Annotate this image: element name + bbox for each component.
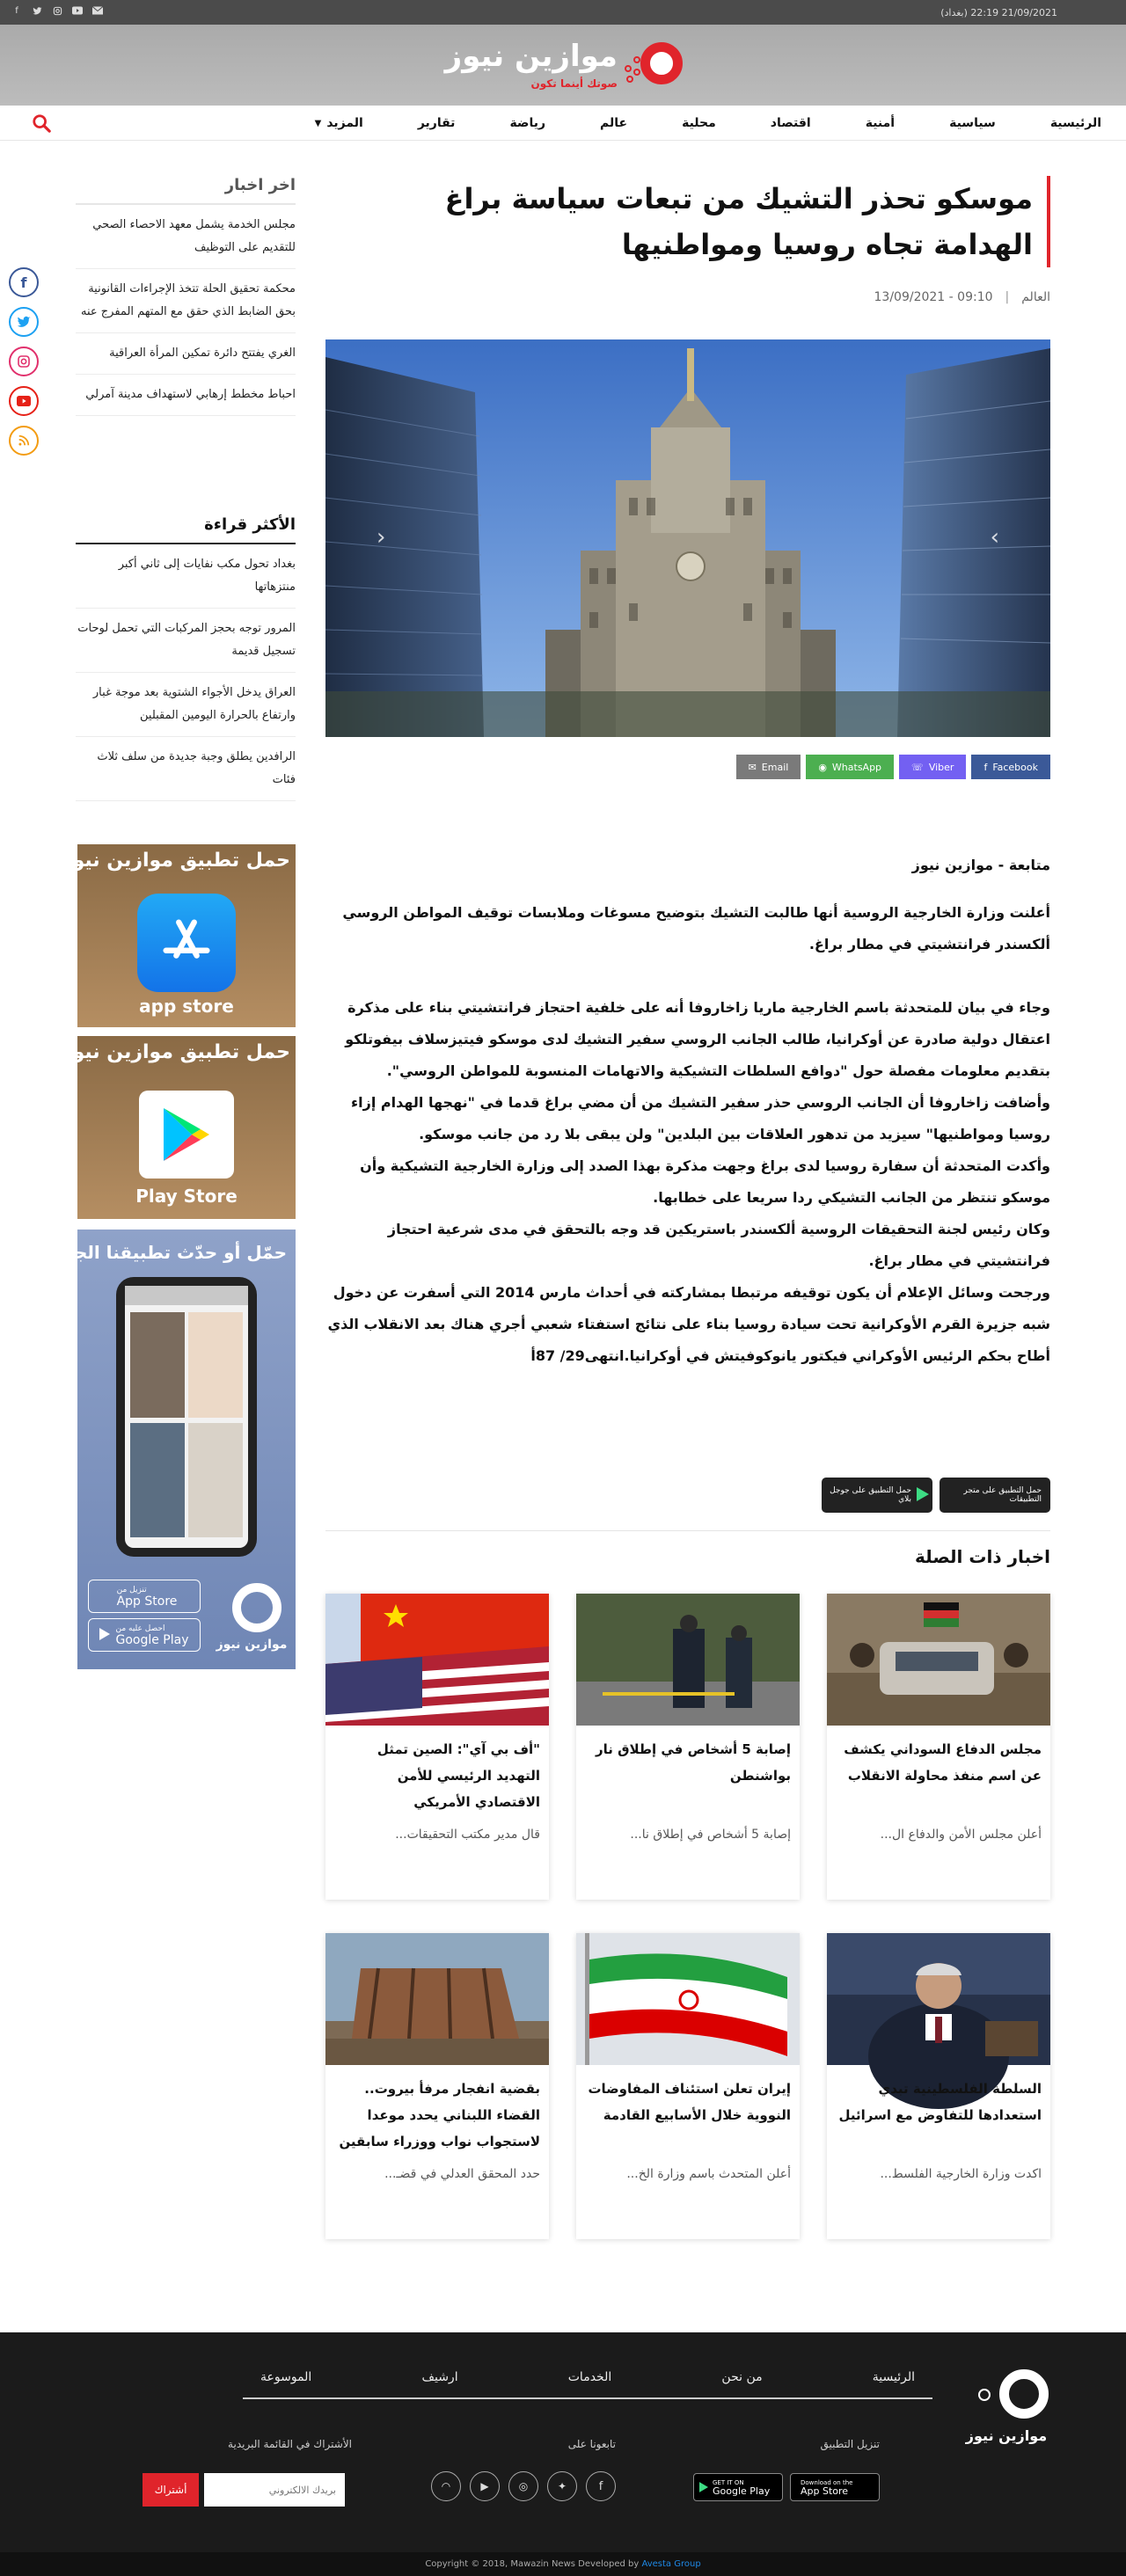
nav-more-dropdown[interactable] [315,116,363,130]
footer-logo[interactable] [962,2369,1050,2466]
related-card-snippet: إصابة 5 أشخاص في إطلاق نا... [630,1828,791,1842]
play-icon [917,1487,929,1504]
article-source: متابعة - موازين نيوز [911,857,1050,873]
latest-news-item[interactable]: الغري يفتتح دائرة تمكين المرأة العراقية [76,333,296,375]
most-read-item[interactable]: الرافدين يطلق وجبة جديدة من سلف ثلاث فئات [76,737,296,801]
badge-apple-label: App Store [801,2485,849,2497]
google-play-button[interactable] [822,1478,932,1513]
footer-nav-about[interactable]: من نحن [721,2370,763,2384]
top-bar [0,0,1126,25]
promo3-google-sub: احصل عليه من [115,1624,165,1633]
footer-nav [243,2368,932,2399]
subscribe-email-input[interactable] [204,2473,345,2507]
most-read-item[interactable]: العراق يدخل الأجواء الشتوية بعد موجة غبار وارتفاع بالحرارة اليومين المقبلين [76,673,296,737]
promo3-app-store-button[interactable] [88,1580,201,1613]
nav-item-politics[interactable]: سياسية [949,116,996,130]
related-card-title: مجلس الدفاع السوداني يكشف عن اسم منفذ محاولة الانقلاب [844,1741,1042,1784]
promo3-google-play-button[interactable] [88,1618,201,1652]
youtube-icon[interactable]: ▶ [470,2471,500,2501]
related-card-image [325,1594,549,1726]
most-read-item[interactable]: بغداد تحول مكب نفايات إلى ثاني أكبر منتزهاتها [76,544,296,609]
promo-title: حمّل أو حدّث تطبيقنا الجديد [48,1242,287,1263]
promo3-app-store-label: App Store [116,1594,178,1609]
site-header [0,25,1126,106]
share-email-button[interactable] [736,755,801,779]
latest-news-item[interactable]: احباط مخطط إرهابي لاستهداف مدينة آمرلي [76,375,296,416]
caret-down-icon: ▼ [314,118,322,128]
facebook-icon: f [983,761,988,773]
article-time: 09:10 - 13/09/2021 [874,290,993,304]
promo3-app-store-sub: تنزيل من [116,1586,147,1594]
email-icon[interactable] [91,4,104,17]
footer-nav-archive[interactable]: ارشيف [421,2370,458,2384]
floating-social-bar [9,267,39,456]
nav-item-economy[interactable]: اقتصاد [770,116,811,130]
nav-item-security[interactable]: أمنية [865,116,896,130]
copyright-bar [0,2552,1126,2576]
promo3-logo-text: موازين نيوز [216,1638,288,1652]
youtube-icon[interactable] [71,4,84,17]
promo-title: حمل تطبيق موازين نيوز [61,850,290,872]
badge-google-sub: GET IT ON [713,2479,744,2486]
nav-item-local[interactable]: محلية [682,116,716,130]
footer-download-label: تنزيل التطبيق [820,2438,880,2450]
nav-item-sports[interactable]: رياضة [509,116,546,130]
related-card-snippet: حدد المحقق العدلي في قضـ... [384,2167,540,2181]
instagram-icon[interactable]: ◎ [508,2471,538,2501]
related-news-title: اخبار ذات الصلة [915,1546,1050,1567]
article-header [325,176,1050,304]
related-card[interactable] [576,1594,800,1900]
divider [325,1530,1050,1531]
related-card-image [576,1594,800,1726]
nav-item-world[interactable]: عالم [600,116,628,130]
related-card[interactable] [325,1594,549,1900]
article-body [325,850,1050,1372]
app-store-button[interactable] [940,1478,1050,1513]
nav-item-reports[interactable]: تقارير [417,116,456,130]
footer-follow-label: تابعونا على [567,2438,616,2450]
footer-nav-encyclopedia[interactable]: الموسوعة [260,2370,312,2384]
footer-social-links [431,2471,616,2501]
share-whatsapp-button[interactable] [806,755,894,779]
share-viber-label: Viber [928,761,954,773]
promo-app-store[interactable] [61,844,296,1027]
subscribe-button[interactable]: أشتراك [143,2473,199,2507]
share-facebook-label: Facebook [992,761,1038,773]
badge-apple-sub: Download on the [801,2479,853,2486]
article-paragraph: وأضافت زاخاروفا أن الجانب الروسي حذر سفير التشيك من أن مضي براغ قدما في "نهجها الهدام إزاء روسيا ومواطنيها" سيزيد من تدهور العلاقات بين البلدين" ولن يبقى بلا رد من جانب موسكو. [350,1094,1050,1142]
promo-new-app[interactable] [48,1230,296,1669]
related-card[interactable] [576,1933,800,2239]
share-buttons [325,755,1050,779]
top-social-links [11,4,104,17]
logo-ring-icon [640,42,683,84]
article-category[interactable]: العالم [1021,290,1050,304]
viber-icon: ☏ [911,761,924,773]
nav-more-label: المزيد [326,116,363,130]
most-read-item[interactable]: المرور توجه بحجز المركبات التي تحمل لوحات تسجيل قديمة [76,609,296,673]
article-title-wrap [325,176,1050,267]
related-card-title: بقضية انفجار مرفأ بيروت.. القضاء اللبناني يحدد موعدا لاستجواب نواب ووزراء سابقين [339,2081,540,2149]
sidebar-most-read-title: الأكثر قراءة [76,515,296,544]
footer-subscribe-form [143,2473,345,2507]
footer-nav-services[interactable]: الخدمات [567,2370,612,2384]
main-nav [0,106,1126,141]
facebook-icon[interactable]: f [586,2471,616,2501]
sidebar-most-read [76,515,296,801]
youtube-icon[interactable] [9,386,39,416]
related-card-snippet: أعلن مجلس الأمن والدفاع ال... [880,1828,1042,1842]
search-icon[interactable] [32,113,51,133]
app-store-icon [137,894,236,992]
promo3-logo [232,1583,282,1632]
app-store-label: حمل التطبيق على متجر التطبيقات [963,1486,1042,1504]
meta-separator: | [1005,290,1010,304]
site-logo[interactable] [444,37,686,99]
copyright-text: Copyright © 2018, Mawazin News Developed by [425,2559,640,2569]
article-hero-image [325,339,1050,737]
article-title: موسكو تحذر التشيك من تبعات سياسة براغ الهدامة تجاه روسيا ومواطنيها [444,182,1033,261]
article-paragraph: ورجحت وسائل الإعلام أن يكون توقيفه مرتبطا بمشاركته في أحداث مارس 2014 التي أسفرت عن دخول شبه جزيرة القرم الأوكرانية تحت سيادة روسيا بناء على نتائج استفتاء شعبي أجري هناك بعد الانقلاب الذي أطاح بحكم الرئيس الأوكراني فيكتور يانوكوفيتش في أوكرانيا.انتهى29/ 87أ [327,1284,1050,1364]
email-icon: ✉ [748,761,757,773]
article-paragraph: وأكدت المتحدثة أن سفارة روسيا لدى براغ وجهت مذكرة بهذا الصدد إلى وزارة الخارجية التشيكية وأن موسكو تنتظر من الجانب التشيكي ردا سريعا على خطابها. [360,1157,1050,1206]
footer-nav-home[interactable]: الرئيسية [872,2370,915,2384]
rss-icon[interactable]: ◠ [431,2471,461,2501]
related-card-snippet: اكدت وزارة الخارجية الفلسط... [880,2167,1042,2181]
related-card[interactable] [827,1594,1050,1900]
footer-app-store-badge[interactable] [790,2473,880,2501]
site-footer [0,2332,1126,2576]
carousel-prev-icon[interactable]: ‹ [377,524,386,551]
carousel-next-icon[interactable]: › [990,524,999,551]
related-card-image [576,1933,800,2065]
promo-store-label: Play Store [135,1186,238,1207]
sidebar-latest-title: اخر اخبار [76,176,296,205]
related-card-title: السلطة الفلسطينية تبدي استعدادها للتفاوض مع اسرائيل [838,2081,1042,2123]
latest-news-item[interactable]: محكمة تحقيق الحلة تتخذ الإجراءات القانونية بحق الضابط الذي حقق مع المتهم المفرج عنه [76,269,296,333]
share-whatsapp-label: WhatsApp [831,761,882,773]
related-card[interactable] [325,1933,549,2239]
rss-icon[interactable] [9,426,39,456]
related-card-title: "أف بي آي": الصين تمثل التهديد الرئيسي للأمن الاقتصادي الأمريكي [377,1741,540,1810]
whatsapp-icon: ◉ [818,761,827,773]
date-time: 21/09/2021 22:19 (بغداد) [940,7,1057,18]
facebook-icon[interactable]: f [15,5,18,16]
phone-mockup [116,1277,257,1557]
share-viber-button[interactable] [899,755,966,779]
article-app-buttons [795,1478,1050,1514]
related-card-image [827,1933,1050,2065]
article-paragraph: وكان رئيس لجنة التحقيقات الروسية ألكسندر باستريكين قد وجه بالتحقق في مدى شرعية احتجاز فرانتشيتي في مطار براغ. [387,1221,1050,1269]
related-card-snippet: أعلن المتحدث باسم وزارة الخ... [626,2167,791,2181]
promo-play-store[interactable] [61,1036,296,1219]
article-paragraph: أعلنت وزارة الخارجية الروسية أنها طالبت التشيك بتوضيح مسوغات وملابسات توقيف المواطن الروسي ألكسندر فرانتشيتي في مطار براغ. [342,904,1050,952]
developer-link[interactable]: Avesta Group [641,2559,701,2569]
related-card-image [827,1594,1050,1726]
related-card[interactable] [827,1933,1050,2239]
promo3-google-label: Google Play [115,1633,189,1647]
share-email-label: Email [761,761,789,773]
play-icon [99,1627,110,1644]
play-store-icon [139,1091,234,1179]
share-facebook-button[interactable] [971,755,1050,779]
sidebar-latest [76,176,296,416]
twitter-icon[interactable]: ✦ [547,2471,577,2501]
related-card-snippet: قال مدير مكتب التحقيقات... [395,1828,540,1842]
promo-store-label: app store [139,996,234,1017]
article-meta [325,290,1050,304]
footer-store-badges [693,2473,880,2501]
twitter-icon[interactable] [31,4,43,17]
footer-subscribe-label: الأشتراك في القائمة البريدية [228,2438,352,2450]
footer-google-play-badge[interactable] [693,2473,783,2501]
related-card-title: إيران تعلن استئناف المفاوضات النووية خلال الأسابيع القادمة [588,2081,791,2123]
twitter-icon[interactable] [9,307,39,337]
nav-items [315,106,1101,141]
footer-logo-text: موازين نيوز [965,2427,1048,2444]
logo-name: موازين نيوز [444,39,618,74]
instagram-icon[interactable] [51,4,63,17]
logo-dots-icon [621,56,644,86]
badge-google-label: Google Play [713,2485,771,2497]
latest-news-item[interactable]: مجلس الخدمة يشمل معهد الاحصاء الصحي للتقديم على التوظيف [76,205,296,269]
related-card-title: إصابة 5 أشخاص في إطلاق نار بواشنطن [595,1741,791,1784]
google-play-label: حمل التطبيق على جوجل بلاي [830,1486,911,1504]
instagram-icon[interactable] [9,347,39,376]
related-card-image [325,1933,549,2065]
logo-tagline: صوتك أينما تكون [530,77,618,90]
facebook-icon[interactable]: f [9,267,39,297]
article-paragraph: وجاء في بيان للمتحدثة باسم الخارجية ماريا زاخاروفا أنه على خلفية احتجاز فرانتشيتي بناء على مذكرة اعتقال دولية صادرة عن أوكرانيا، طالب الجانب الروسي سفير التشيك لدى موسكو فيتيزسلاف بيفوتلكو بتقديم معلومات مفصلة حول "دوافع السلطات التشيكية والاتهامات المنسوبة للمواطن الروسي". [345,999,1050,1079]
promo-title: حمل تطبيق موازين نيوز [61,1041,290,1063]
nav-item-home[interactable]: الرئيسية [1049,116,1101,130]
